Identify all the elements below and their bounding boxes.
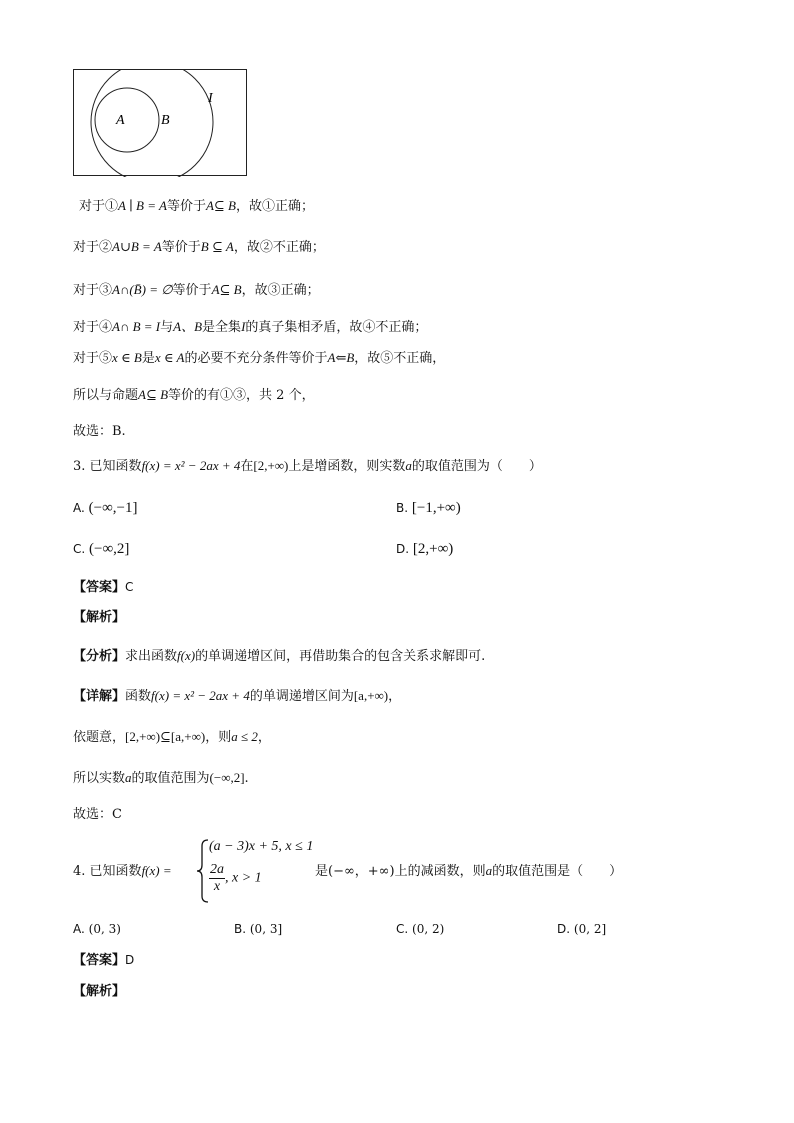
q4-stem-left: 4. 已知函数f(x) = xyxy=(73,863,172,879)
q3-stem: 3. 已知函数f(x) = x² − 2ax + 4在[2,+∞)上是增函数，则实数a的取值范围为（ ） xyxy=(73,458,542,474)
q3-answer: 【答案】C xyxy=(73,580,134,595)
set-a-circle xyxy=(95,88,159,152)
q4-case-1: (a − 3)x + 5, x ≤ 1 xyxy=(209,839,314,854)
set-b-label: B xyxy=(161,113,170,128)
line-5: 对于⑤x ∈ B是x ∈ A的必要不充分条件等价于A⇐B，故⑤不正确， xyxy=(73,350,446,366)
q4-analysis-tag: 【解析】 xyxy=(73,984,126,999)
q3-fenxi: 【分析】求出函数f(x)的单调递增区间，再借助集合的包含关系求解即可. xyxy=(73,648,486,664)
venn-diagram xyxy=(73,69,248,177)
universal-set-box xyxy=(74,70,247,176)
q4-answer: 【答案】D xyxy=(73,953,135,968)
q3-option-b[interactable]: B. [−1,+∞) xyxy=(396,500,461,516)
q3-option-a[interactable]: A. (−∞,−1] xyxy=(73,500,138,516)
q4-case-2: $\frac{2a}{x}$ , x > 1 xyxy=(210,862,262,894)
q3-xiangjie: 【详解】函数f(x) = x² − 2ax + 4的单调递增区间为[a,+∞)， xyxy=(73,688,402,704)
line-4: 对于④A∩ B = I与A、B是全集I的真子集相矛盾，故④不正确； xyxy=(73,319,428,335)
set-b-circle xyxy=(91,69,213,177)
q4-option-b[interactable]: B. (0, 3] xyxy=(234,922,283,936)
line-1: 对于①A ∣ B = A等价于A⊆ B，故①正确； xyxy=(79,198,314,214)
q3-option-d[interactable]: D. [2,+∞) xyxy=(396,541,454,557)
q4-stem-right: 是(−∞，+∞)上的减函数，则a的取值范围是（ ） xyxy=(315,863,623,879)
line-7: 故选：B. xyxy=(73,424,126,439)
line-2: 对于②A∪B = A等价于B ⊆ A，故②不正确； xyxy=(73,239,325,255)
q4-brace xyxy=(196,838,210,904)
q4-option-c[interactable]: C. (0, 2) xyxy=(396,922,445,936)
q3-step-2: 依题意，[2,+∞)⊆[a,+∞)，则a ≤ 2， xyxy=(73,729,271,745)
q3-choose: 故选：C xyxy=(73,807,122,822)
q3-option-c[interactable]: C. (−∞,2] xyxy=(73,541,130,557)
set-a-label: A xyxy=(116,113,125,128)
line-6: 所以与命题A⊆ B等价的有①③，共 2 个， xyxy=(73,387,315,403)
q4-option-d[interactable]: D. (0, 2] xyxy=(557,922,607,936)
q3-analysis-tag: 【解析】 xyxy=(73,610,126,625)
q3-step-3: 所以实数a的取值范围为(−∞,2]. xyxy=(73,770,249,786)
q4-option-a[interactable]: A. (0, 3) xyxy=(73,922,121,936)
set-i-label: I xyxy=(208,91,213,106)
line-3: 对于③A∩(B̄) = ∅等价于A⊆ B，故③正确； xyxy=(73,282,320,298)
